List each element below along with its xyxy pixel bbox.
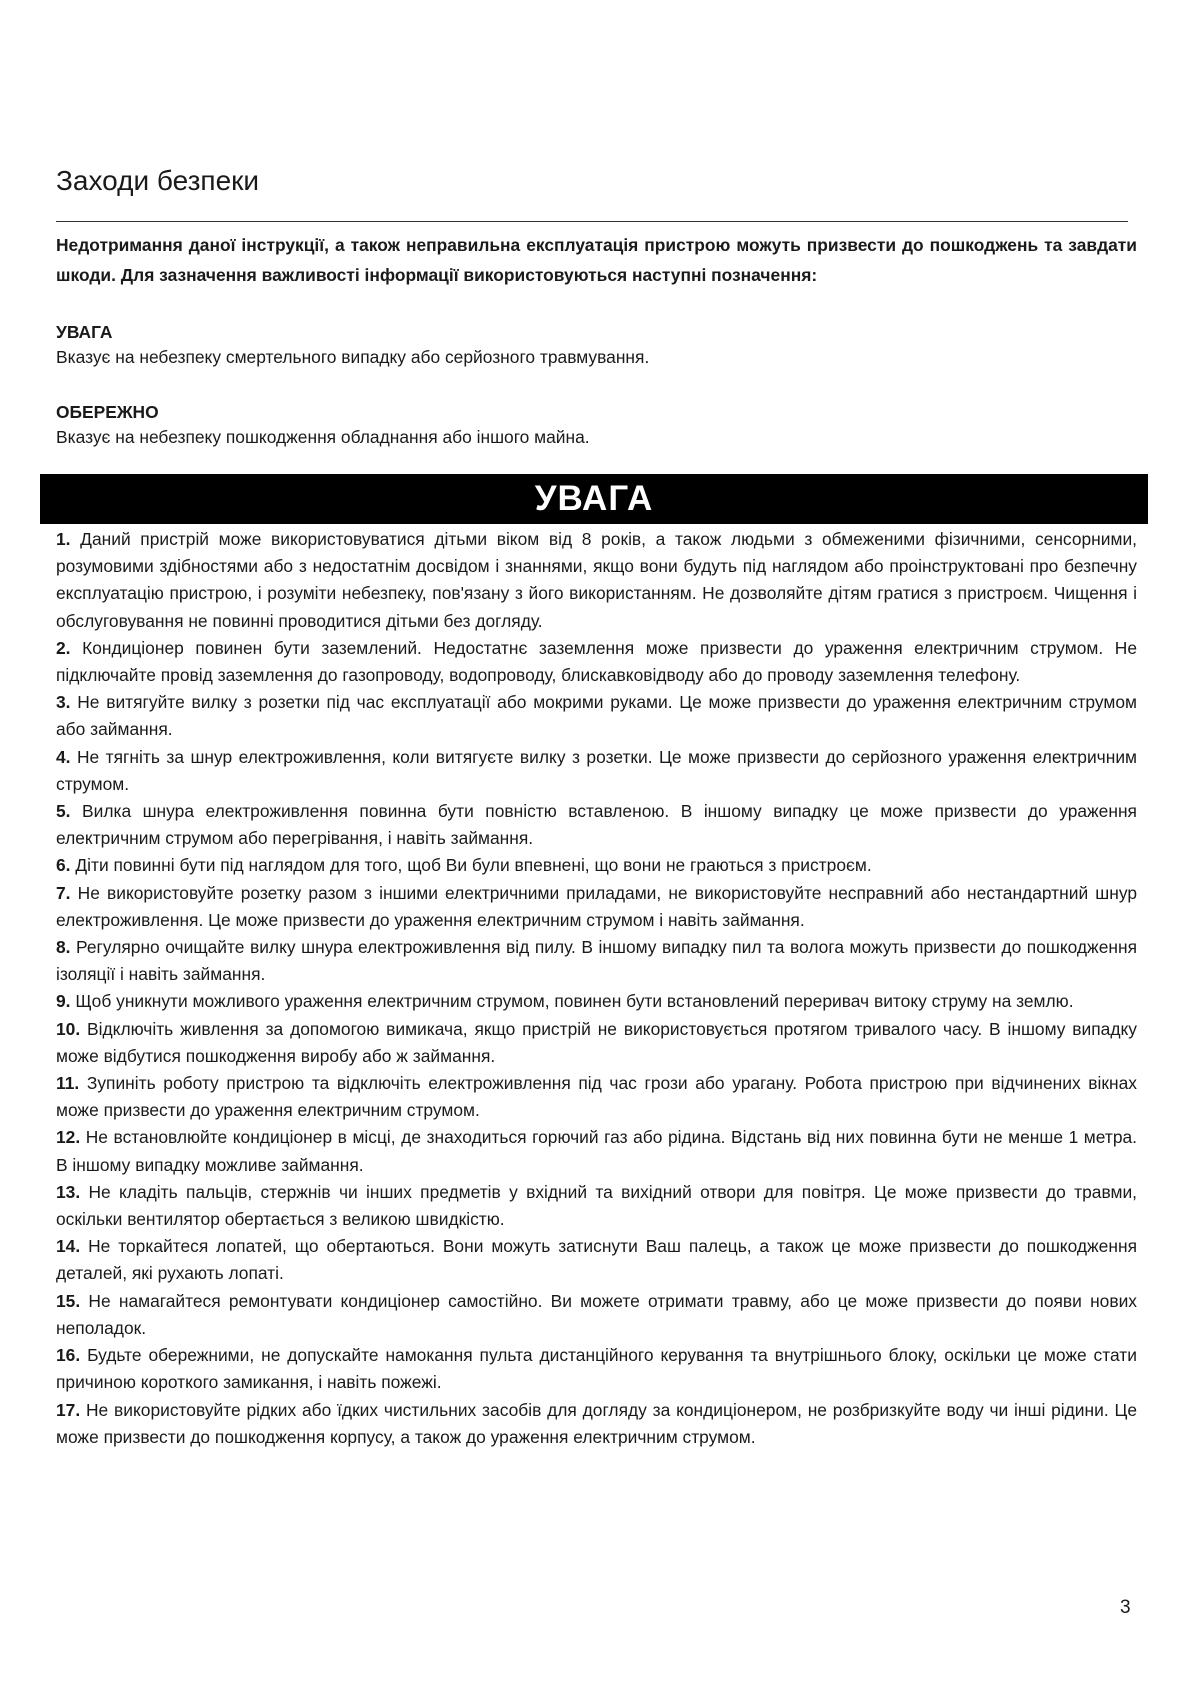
safety-item-number: 4.: [56, 746, 71, 767]
safety-item-number: 10.: [56, 1018, 81, 1039]
safety-item-text: Вилка шнура електроживлення повинна бути повністю вставленою. В іншому випадку це може призвести до ураження електричним струмом або перегрівання, і навіть займання.: [56, 801, 1137, 849]
safety-item-text: Даний пристрій може використовуватися дітьми віком від 8 років, а також людьми з обмеженими фізичними, сенсорними, розумовими здібностями або з недостатнім досвідом і знаннями, якщо вони будуть під наглядом або проінструктовані про безпечну експлуатацію пристрою, і розуміти небезпеку, пов'язану з його використанням. Не дозволяйте дітям гратися з пристроєм. Чищення і обслуговування не повинні проводитися дітьми без догляду.: [56, 529, 1137, 631]
safety-item-number: 9.: [56, 991, 71, 1012]
safety-item-number: 7.: [56, 882, 71, 903]
safety-item-number: 17.: [56, 1399, 81, 1420]
safety-item: [56, 988, 1137, 1015]
safety-item-number: 3.: [56, 692, 71, 713]
page-title: Заходи безпеки: [56, 165, 260, 196]
safety-item-text: Не витягуйте вилку з розетки під час експлуатації або мокрими руками. Це може призвести до ураження електричним струмом або займання.: [56, 692, 1137, 740]
safety-item-number: 12.: [56, 1127, 81, 1148]
caution-description: Вказує на небезпеку пошкодження обладнання або іншого майна.: [56, 427, 590, 447]
safety-item-text: Не використовуйте рідких або їдких чистильних засобів для догляду за кондиціонером, не розбризкуйте воду чи інші рідини. Це може призвести до пошкодження корпусу, а також до ураження електричним струмом.: [56, 1399, 1137, 1447]
safety-item-number: 8.: [56, 937, 71, 958]
safety-item-text: Не використовуйте розетку разом з іншими електричними приладами, не використовуйте несправний або нестандартний шнур електроживлення. Це може призвести до ураження електричним струмом і навіть займання.: [56, 882, 1137, 930]
warning-label: УВАГА: [56, 322, 113, 342]
intro-paragraph: Недотримання даної інструкції, а також неправильна експлуатація пристрою можуть призвести до пошкоджень та завдати шкоди. Для зазначення важливості інформації використовуються наступні позначення:: [56, 235, 1137, 285]
safety-item-text: Щоб уникнути можливого ураження електричним струмом, повинен бути встановлений переривач витоку струму на землю.: [75, 991, 1074, 1012]
safety-item: [56, 880, 1137, 934]
safety-item-text: Не намагайтеся ремонтувати кондиціонер самостійно. Ви можете отримати травму, або це може призвести до появи нових неполадок.: [56, 1290, 1137, 1338]
safety-list: [56, 526, 1137, 1451]
warning-description: Вказує на небезпеку смертельного випадку або серйозного травмування.: [56, 347, 650, 367]
safety-item: [56, 1124, 1137, 1178]
safety-item: [56, 1288, 1137, 1342]
safety-item: [56, 798, 1137, 852]
title-divider: [56, 221, 1128, 222]
safety-item-text: Зупиніть роботу пристрою та відключіть електроживлення під час грози або урагану. Робота пристрою при відчинених вікнах може призвести до ураження електричним струмом.: [56, 1073, 1137, 1121]
safety-item-number: 5.: [56, 801, 71, 822]
safety-item-text: Відключіть живлення за допомогою вимикача, якщо пристрій не використовується протягом тривалого часу. В іншому випадку може відбутися пошкодження виробу або ж займання.: [56, 1018, 1137, 1066]
safety-item: [56, 744, 1137, 798]
safety-item: [56, 1342, 1137, 1396]
safety-item-text: Не торкайтеся лопатей, що обертаються. Вони можуть затиснути Ваш палець, а також це може призвести до пошкодження деталей, які рухають лопаті.: [56, 1236, 1137, 1284]
safety-item-number: 15.: [56, 1290, 81, 1311]
safety-item-text: Кондиціонер повинен бути заземлений. Недостатнє заземлення може призвести до ураження електричним струмом. Не підключайте провід заземлення до газопроводу, водопроводу, блискавковідводу або до проводу заземлення телефону.: [56, 637, 1137, 686]
safety-item: [56, 1179, 1137, 1233]
safety-item-number: 14.: [56, 1236, 81, 1257]
safety-item-text: Будьте обережними, не допускайте намокання пульта дистанційного керування та внутрішнього блоку, оскільки це може стати причиною короткого замикання, і навіть пожежі.: [56, 1345, 1137, 1393]
safety-item: [56, 689, 1137, 743]
safety-item-text: Не кладіть пальців, стержнів чи інших предметів у вхідний та вихідний отвори для повітря. Це може призвести до травми, оскільки вентилятор обертається з великою швидкістю.: [56, 1181, 1137, 1230]
safety-item: [56, 1070, 1137, 1124]
safety-item-text: Діти повинні бути під наглядом для того, щоб Ви були впевнені, що вони не граються з пристроєм.: [75, 855, 872, 876]
page-number: 3: [1120, 1597, 1131, 1618]
safety-item-number: 16.: [56, 1345, 81, 1366]
safety-item: [56, 1233, 1137, 1287]
safety-item-number: 6.: [56, 855, 71, 876]
warning-banner: УВАГА: [40, 474, 1148, 524]
safety-item-number: 13.: [56, 1181, 81, 1202]
caution-label: ОБЕРЕЖНО: [56, 402, 159, 422]
safety-item: [56, 1397, 1137, 1451]
safety-item-text: Не тягніть за шнур електроживлення, коли витягуєте вилку з розетки. Це може призвести до серйозного ураження електричним струмом.: [56, 746, 1137, 794]
safety-item-number: 1.: [56, 529, 71, 549]
safety-item: [56, 852, 1137, 879]
safety-item: [56, 526, 1137, 635]
safety-item-number: 2.: [56, 637, 71, 658]
safety-item: [56, 1016, 1137, 1070]
safety-item-number: 11.: [56, 1073, 80, 1094]
safety-item: [56, 635, 1137, 689]
safety-item-text: Не встановлюйте кондиціонер в місці, де знаходиться горючий газ або рідина. Відстань від них повинна бути не менше 1 метра. В іншому випадку можливе займання.: [56, 1127, 1137, 1175]
safety-item: [56, 934, 1137, 988]
safety-item-text: Регулярно очищайте вилку шнура електроживлення від пилу. В іншому випадку пил та волога можуть призвести до пошкодження ізоляції і навіть займання.: [56, 937, 1137, 985]
